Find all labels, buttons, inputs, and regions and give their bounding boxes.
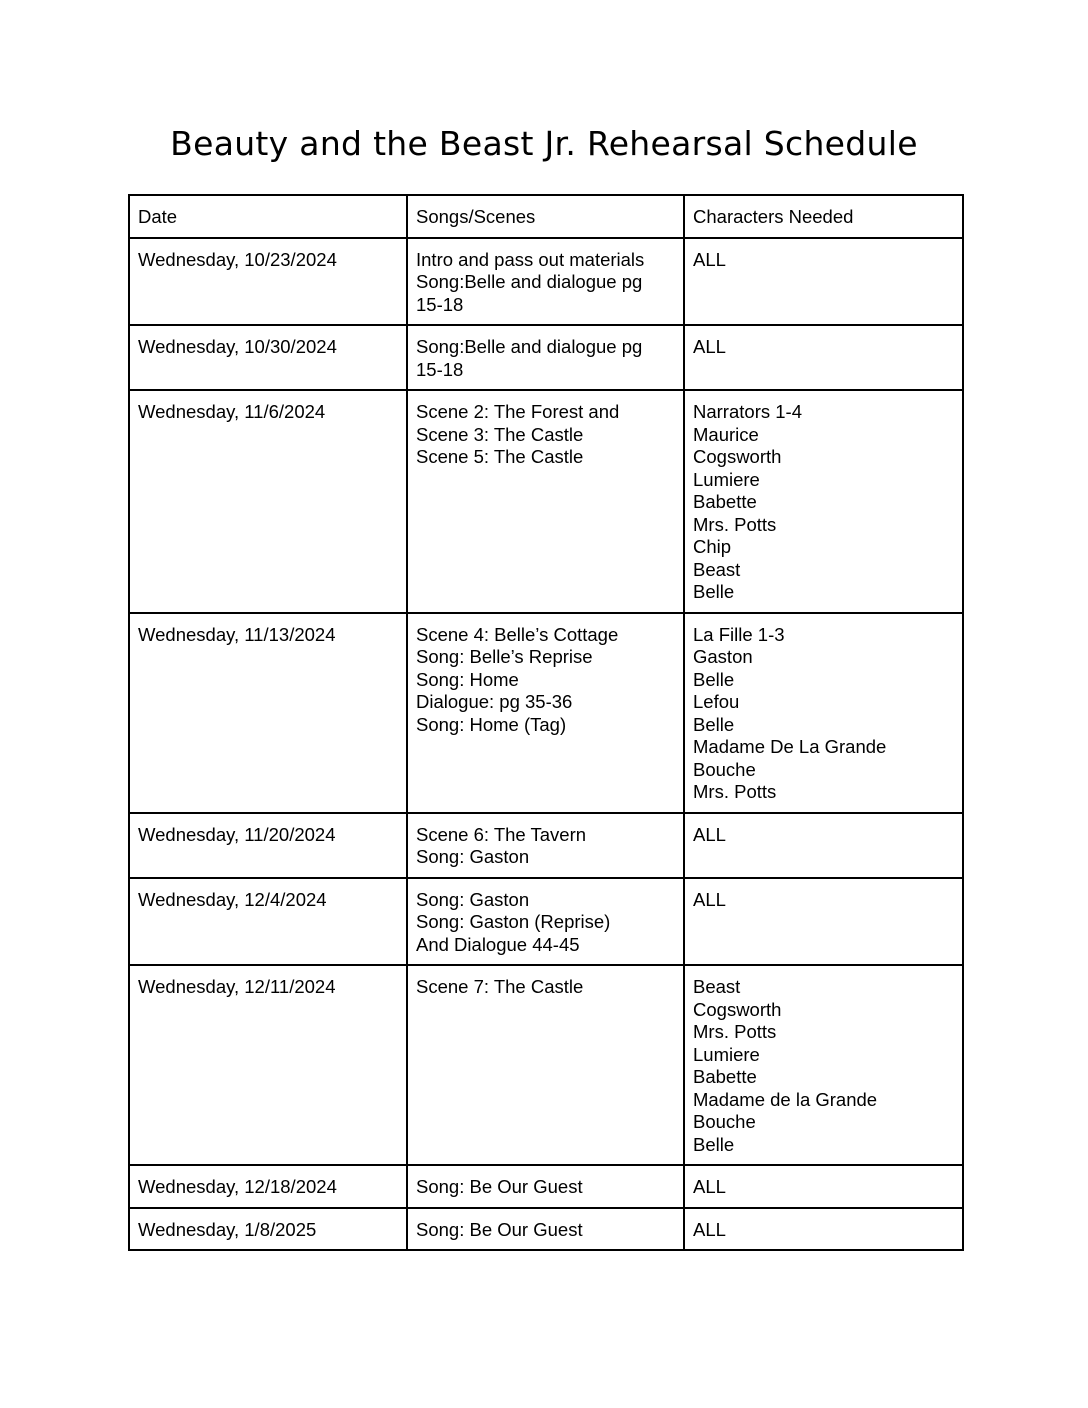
characters-cell [684, 325, 963, 390]
songs-scenes-cell [407, 390, 684, 613]
character-line: Belle [693, 1133, 735, 1155]
header-songs-scenes: Songs/Scenes [407, 195, 684, 238]
song-scene-line: Scene 6: The Tavern [416, 823, 587, 845]
character-line: Beast [693, 976, 741, 997]
date-cell: Wednesday, 1/8/2025 [129, 1208, 407, 1251]
date-cell: Wednesday, 12/11/2024 [129, 965, 407, 1165]
header-characters-needed: Characters Needed [684, 195, 963, 238]
song-scene-line: Intro and pass out materials [416, 248, 645, 270]
table-row [129, 390, 963, 613]
character-line: ALL [693, 888, 726, 910]
song-scene-line: Scene 3: The Castle [416, 423, 584, 445]
songs-scenes-cell [407, 1165, 684, 1208]
character-line: Mrs. Potts [693, 781, 777, 802]
song-scene-line: Song: Gaston (Reprise) [416, 911, 611, 932]
song-scene-line: Dialogue: pg 35-36 [416, 691, 573, 712]
date-cell: Wednesday, 12/4/2024 [129, 878, 407, 966]
song-scene-line: Song: Gaston [416, 846, 530, 867]
characters-cell [684, 813, 963, 878]
character-line: Lumiere [693, 468, 760, 490]
character-line: Belle [693, 581, 735, 602]
character-line: Bouche [693, 758, 756, 780]
page-title: Beauty and the Beast Jr. Rehearsal Schedule [170, 124, 918, 163]
table-row [129, 613, 963, 813]
characters-cell [684, 878, 963, 966]
date-cell: Wednesday, 11/13/2024 [129, 613, 407, 813]
character-line: ALL [693, 1218, 726, 1240]
schedule-table-body [129, 195, 963, 1250]
header-date: Date [129, 195, 407, 238]
date-cell: Wednesday, 11/6/2024 [129, 390, 407, 613]
characters-cell [684, 1165, 963, 1208]
character-line: Narrators 1-4 [693, 401, 802, 422]
character-line: Belle [693, 668, 735, 690]
rehearsal-schedule-table [128, 194, 964, 1251]
song-scene-line: Song: Belle’s Reprise [416, 646, 593, 667]
song-scene-line: Song: Home [416, 668, 519, 690]
songs-scenes-cell [407, 613, 684, 813]
character-line: Chip [693, 536, 732, 557]
character-line: Cogsworth [693, 998, 782, 1020]
songs-scenes-cell [407, 238, 684, 326]
characters-cell [684, 613, 963, 813]
character-line: Mrs. Potts [693, 1021, 777, 1042]
date-cell: Wednesday, 10/30/2024 [129, 325, 407, 390]
character-line: Bouche [693, 1111, 756, 1132]
table-row [129, 325, 963, 390]
song-scene-line: Song: Be Our Guest [416, 1176, 583, 1197]
character-line: Cogsworth [693, 446, 782, 467]
character-line: Madame De La Grande [693, 736, 887, 757]
character-line: Maurice [693, 423, 759, 445]
characters-cell [684, 1208, 963, 1251]
song-scene-line: Song:Belle and dialogue pg [416, 271, 643, 292]
date-cell: Wednesday, 10/23/2024 [129, 238, 407, 326]
character-line: Lefou [693, 691, 740, 712]
character-line: Gaston [693, 646, 753, 667]
song-scene-line: And Dialogue 44-45 [416, 933, 580, 955]
song-scene-line: 15-18 [416, 293, 464, 315]
character-line: ALL [693, 823, 726, 845]
characters-cell [684, 238, 963, 326]
characters-cell [684, 965, 963, 1165]
table-row [129, 1208, 963, 1251]
table-header-row [129, 195, 963, 238]
character-line: ALL [693, 248, 726, 270]
song-scene-line: Scene 7: The Castle [416, 976, 584, 997]
character-line: Beast [693, 558, 741, 580]
character-line: ALL [693, 1176, 726, 1197]
song-scene-line: Song: Home (Tag) [416, 713, 567, 735]
songs-scenes-cell [407, 965, 684, 1165]
character-line: Belle [693, 713, 735, 735]
table-row [129, 878, 963, 966]
character-line: Mrs. Potts [693, 513, 777, 535]
songs-scenes-cell [407, 1208, 684, 1251]
songs-scenes-cell [407, 878, 684, 966]
song-scene-line: Scene 4: Belle’s Cottage [416, 623, 619, 645]
table-row [129, 1165, 963, 1208]
song-scene-line: Song:Belle and dialogue pg [416, 336, 643, 357]
character-line: Lumiere [693, 1043, 760, 1065]
character-line: La Fille 1-3 [693, 623, 785, 645]
character-line: ALL [693, 336, 726, 357]
character-line: Babette [693, 1066, 757, 1087]
character-line: Babette [693, 491, 757, 512]
table-row [129, 813, 963, 878]
date-cell: Wednesday, 11/20/2024 [129, 813, 407, 878]
song-scene-line: Song: Be Our Guest [416, 1218, 583, 1240]
date-cell: Wednesday, 12/18/2024 [129, 1165, 407, 1208]
table-row [129, 965, 963, 1165]
songs-scenes-cell [407, 813, 684, 878]
character-line: Madame de la Grande [693, 1088, 878, 1110]
song-scene-line: Scene 2: The Forest and [416, 401, 620, 422]
song-scene-line: Scene 5: The Castle [416, 446, 584, 467]
characters-cell [684, 390, 963, 613]
songs-scenes-cell [407, 325, 684, 390]
song-scene-line: 15-18 [416, 358, 464, 380]
song-scene-line: Song: Gaston [416, 888, 530, 910]
table-row [129, 238, 963, 326]
